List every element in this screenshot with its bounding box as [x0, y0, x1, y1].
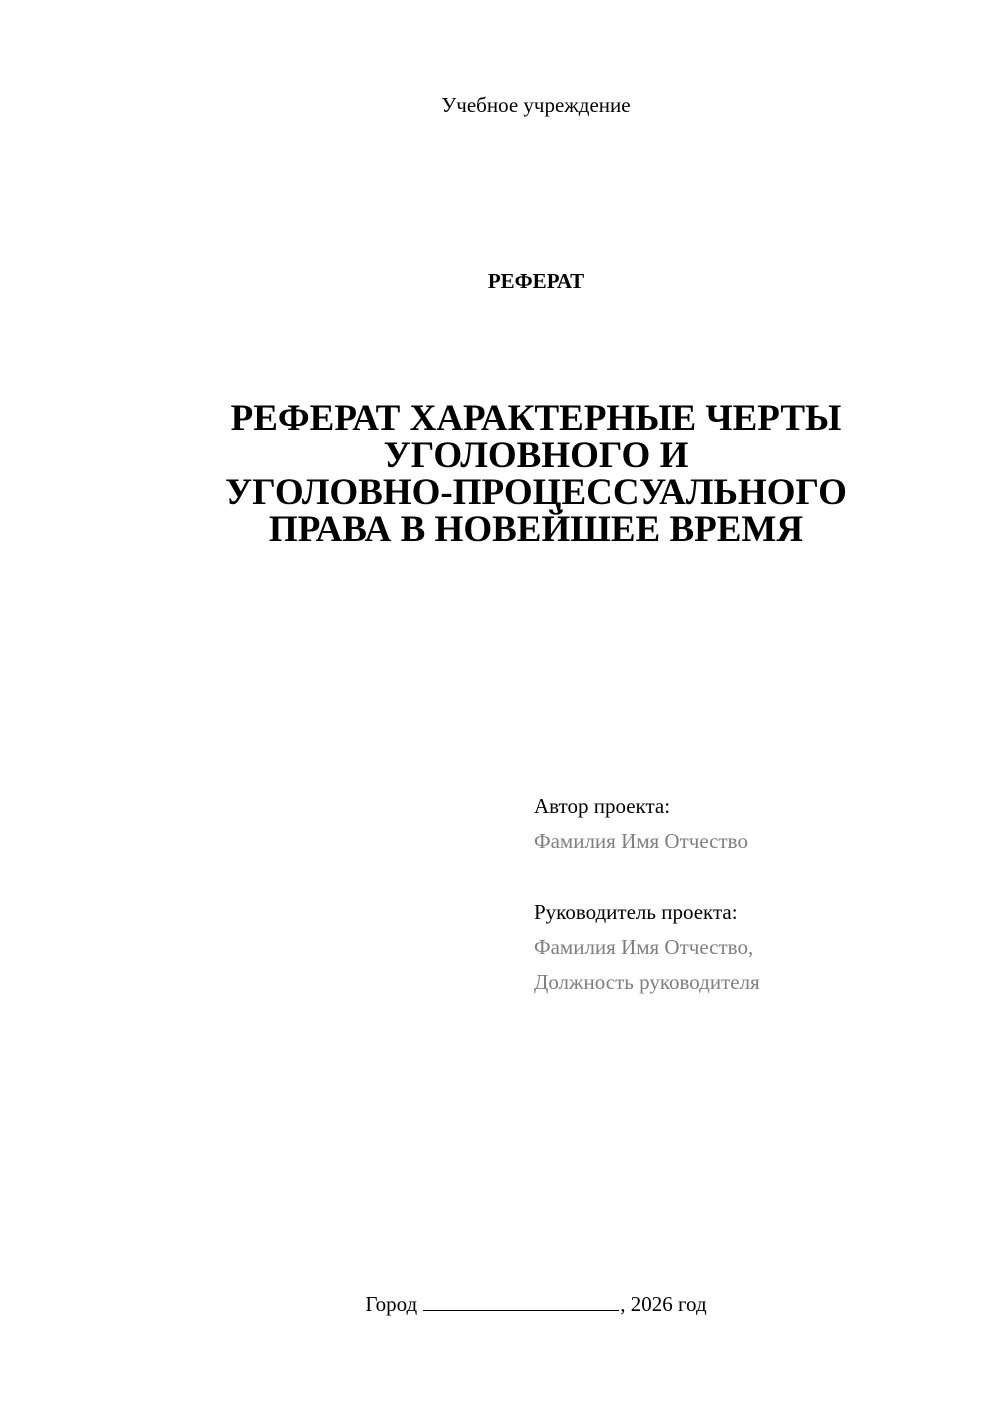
title-line: ПРАВА В НОВЕЙШЕЕ ВРЕМЯ [268, 509, 804, 550]
title-line: УГОЛОВНО-ПРОЦЕССУАЛЬНОГО [225, 472, 847, 513]
supervisor-name: Фамилия Имя Отчество, [534, 935, 754, 959]
supervisor-label: Руководитель проекта: [534, 900, 738, 924]
supervisor-position: Должность руководителя [534, 970, 760, 994]
author-label: Автор проекта: [534, 794, 671, 818]
city-label: Город [365, 1292, 418, 1316]
document-title [190, 400, 882, 548]
signature-block [534, 789, 974, 1000]
city-blank-underline [423, 1290, 619, 1311]
title-line: УГОЛОВНОГО И [383, 435, 689, 476]
institution-name: Учебное учреждение [441, 93, 631, 117]
city-year-line [0, 1290, 1000, 1318]
document-type: РЕФЕРАТ [487, 269, 585, 293]
author-name: Фамилия Имя Отчество [534, 829, 748, 853]
year-text: , 2026 год [620, 1292, 707, 1316]
spacer [534, 859, 974, 895]
title-line: РЕФЕРАТ ХАРАКТЕРНЫЕ ЧЕРТЫ [230, 398, 842, 439]
